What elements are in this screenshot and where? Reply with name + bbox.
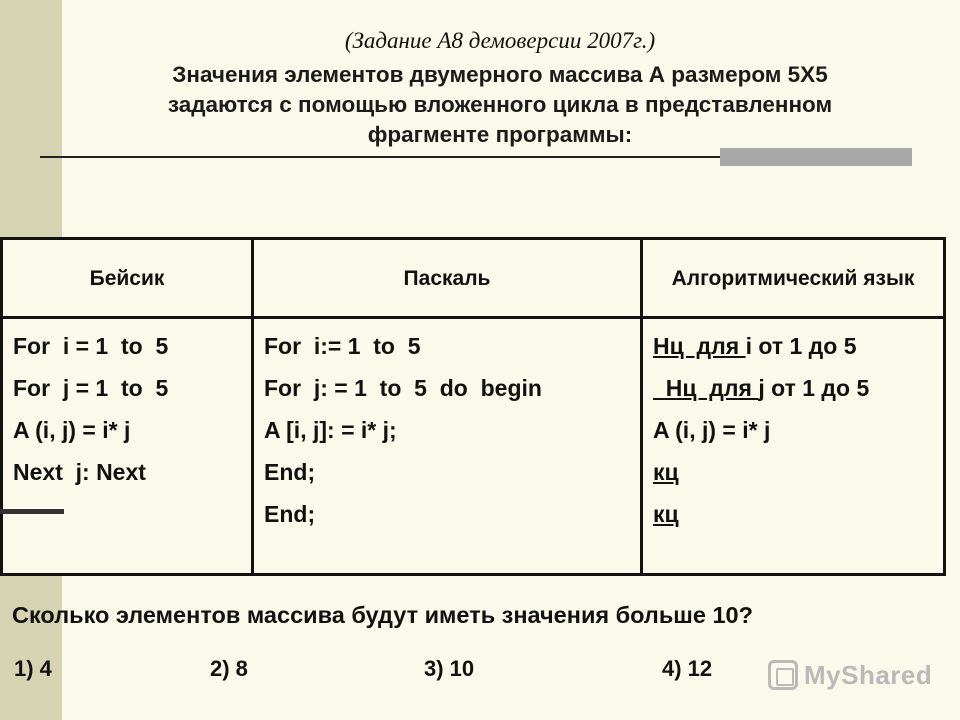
slide-header: [70, 28, 930, 150]
algorithmic-code-cell: [642, 318, 945, 575]
answer-option-4[interactable]: 4) 12: [662, 656, 713, 681]
answer-option-2[interactable]: 2) 8: [210, 656, 248, 681]
algo-keyword: Нц для: [653, 333, 746, 359]
left-marker: [0, 509, 64, 514]
code-comparison-table: [0, 237, 946, 576]
basic-line: For j = 1 to 5: [13, 375, 169, 401]
algo-line-4: кц: [653, 459, 679, 485]
title-line-1: Значения элементов двумерного массива А размером 5Х5: [172, 62, 828, 87]
table-header-row: [2, 239, 945, 318]
algo-line-5: кц: [653, 501, 679, 527]
pascal-line: For i:= 1 to 5: [264, 333, 421, 359]
question-text: Сколько элементов массива будут иметь значения больше 10?: [12, 602, 753, 628]
pascal-line: End;: [264, 501, 316, 527]
pascal-code-cell: [253, 318, 642, 575]
pascal-line: A [i, j]: = i* j;: [264, 417, 397, 443]
algo-line-3: A (i, j) = i* j: [653, 417, 771, 443]
basic-line: For i = 1 to 5: [13, 333, 169, 359]
basic-code-cell: [2, 318, 253, 575]
table-code-row: [2, 318, 945, 575]
algo-text: j от 1 до 5: [758, 375, 870, 401]
basic-line: A (i, j) = i* j: [13, 417, 131, 443]
answer-option-3[interactable]: 3) 10: [424, 656, 475, 681]
watermark-text: MyShared: [804, 659, 933, 690]
pascal-line: For j: = 1 to 5 do begin: [264, 375, 542, 401]
algo-text: i от 1 до 5: [745, 333, 857, 359]
task-subtitle: (Задание А8 демоверсии 2007г.): [344, 28, 656, 53]
header-pascal: Паскаль: [253, 239, 642, 318]
answer-option-1[interactable]: 1) 4: [14, 656, 52, 681]
algo-keyword: Нц для: [653, 375, 759, 401]
algo-line-1: [653, 325, 935, 367]
title-line-3: фрагменте программы:: [367, 122, 633, 147]
basic-line: Next j: Next: [13, 459, 146, 485]
algo-line-2: [653, 367, 935, 409]
myshared-logo-icon: [768, 660, 798, 690]
header-algorithmic: Алгоритмический язык: [642, 239, 945, 318]
watermark: [768, 655, 938, 695]
pascal-line: End;: [264, 459, 316, 485]
title-line-2: задаются с помощью вложенного цикла в представленном: [167, 92, 833, 117]
header-divider-accent: [720, 148, 912, 166]
header-basic: Бейсик: [2, 239, 253, 318]
